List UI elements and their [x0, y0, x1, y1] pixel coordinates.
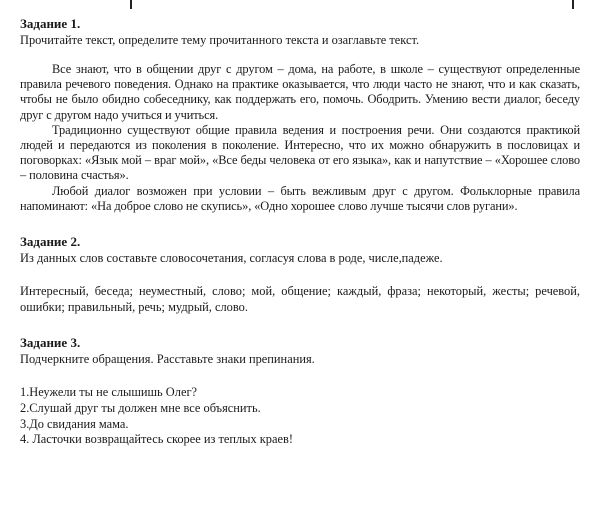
task-1-paragraph-3: Любой диалог возможен при условии – быть вежливым друг с другом. Фольклорные правила напоминают: «На доброе слово не скупись», «Одно хорошее слово лучше тысячи слов ругани».	[20, 183, 580, 213]
task-1-paragraph-1: Все знают, что в общении друг с другом – дома, на работе, в школе – существуют определенные правила речевого поведения. Однако на практике оказывается, что люди часто не знают, что и как сказать, чтобы не было обидно собеседнику, как поддержать его, помочь. Ободрить. Умению вести диалог, беседу друг с другом надо учиться и учиться.	[20, 62, 580, 122]
page-edge-mark	[130, 0, 132, 9]
task-1-paragraph-2: Традиционно существуют общие правила ведения и построения речи. Они создаются практикой людей и передаются из поколения в поколение. Интересно, что их можно обнаружить в пословицах и поговорках: «Язык мой – враг мой», «Все беды человека от его языка», как и напутствие – «Хорошее слово – половина счастья».	[20, 122, 580, 183]
task-3-item-3: 3.До свидания мама.	[20, 416, 129, 431]
task-1-heading: Задание 1.	[20, 16, 81, 31]
task-2-word-list: Интересный, беседа; неуместный, слово; мой, общение; каждый, фраза; некоторый, жесты; речевой, ошибки; правильный, речь; мудрый, слово.	[20, 284, 580, 314]
page-edge-mark	[572, 0, 574, 9]
task-2-heading: Задание 2.	[20, 234, 81, 250]
task-1	[20, 16, 580, 214]
task-2-instruction: Из данных слов составьте словосочетания, согласуя слова в роде, числе,падеже.	[20, 251, 443, 266]
task-1-instruction: Прочитайте текст, определите тему прочитанного текста и озаглавьте текст.	[20, 33, 420, 47]
task-2	[20, 234, 580, 315]
page-top-edge	[0, 0, 602, 10]
task-3	[20, 335, 580, 448]
task-3-item-4: 4. Ласточки возвращайтесь скорее из теплых краев!	[20, 432, 293, 447]
task-3-item-2: 2.Слушай друг ты должен мне все объяснить.	[20, 400, 261, 415]
task-3-heading: Задание 3.	[20, 335, 81, 351]
task-3-instruction: Подчеркните обращения. Расставьте знаки препинания.	[20, 352, 315, 367]
task-3-item-1: 1.Неужели ты не слышишь Олег?	[20, 385, 198, 400]
document-page	[20, 16, 580, 448]
